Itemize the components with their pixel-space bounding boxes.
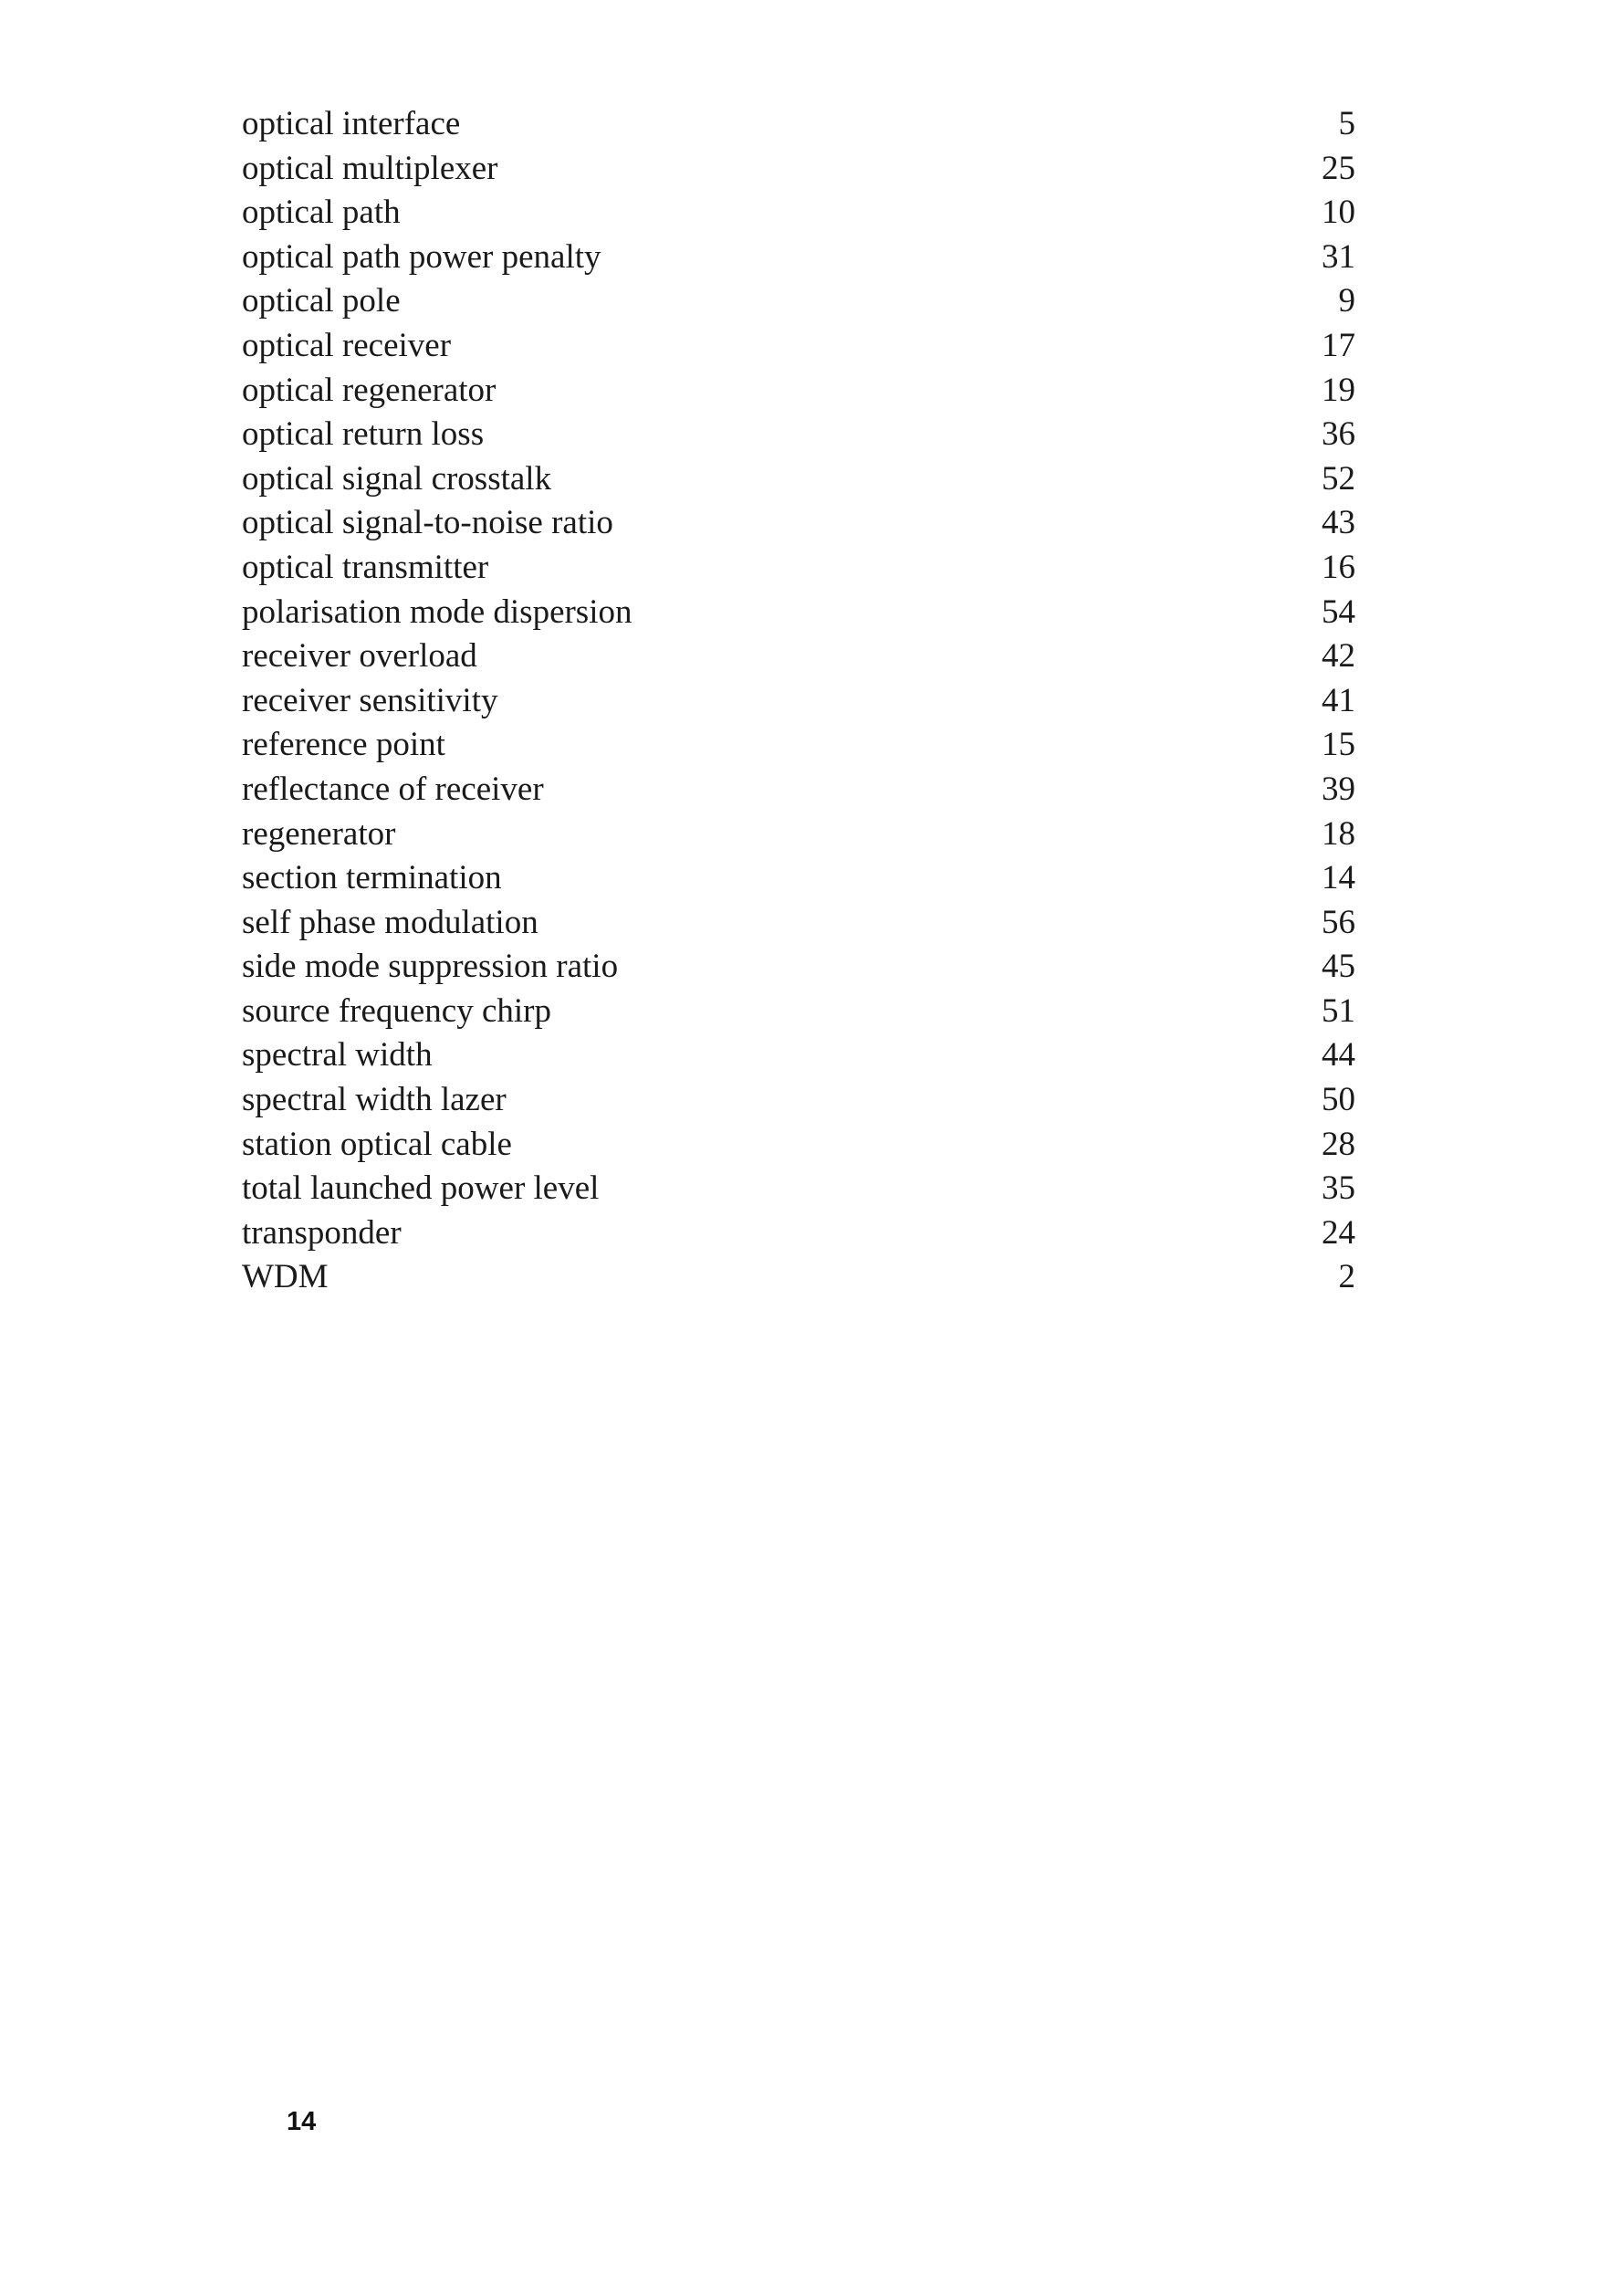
index-term: optical path power penalty xyxy=(242,237,601,276)
index-page-ref: 14 xyxy=(1322,859,1355,897)
index-term: regenerator xyxy=(242,814,396,853)
index-entry xyxy=(242,369,1355,414)
index-entry xyxy=(242,813,1355,857)
index-entry xyxy=(242,634,1355,679)
index-entry xyxy=(242,457,1355,502)
index-term: spectral width lazer xyxy=(242,1081,507,1119)
index-term: optical path xyxy=(242,194,401,232)
index-page-ref: 52 xyxy=(1322,459,1355,498)
index-term: optical signal crosstalk xyxy=(242,459,552,498)
index-entry xyxy=(242,856,1355,901)
index-term: section termination xyxy=(242,859,502,897)
index-term: optical signal-to-noise ratio xyxy=(242,504,613,542)
index-term: optical multiplexer xyxy=(242,149,498,187)
index-term: WDM xyxy=(242,1258,329,1296)
index-term: source frequency chirp xyxy=(242,991,551,1030)
index-page-ref: 25 xyxy=(1322,149,1355,187)
index-entry xyxy=(242,413,1355,457)
index-page-ref: 18 xyxy=(1322,814,1355,853)
index-term: self phase modulation xyxy=(242,903,538,941)
index-page-ref: 56 xyxy=(1322,903,1355,941)
index-term: polarisation mode dispersion xyxy=(242,592,632,631)
index-page-ref: 43 xyxy=(1322,504,1355,542)
index-entry xyxy=(242,1255,1355,1300)
index-entry xyxy=(242,546,1355,591)
index-term: reflectance of receiver xyxy=(242,770,544,808)
index-entry xyxy=(242,591,1355,635)
page-number: 14 xyxy=(287,2107,317,2136)
index-page-ref: 39 xyxy=(1322,770,1355,808)
index-page-ref: 50 xyxy=(1322,1081,1355,1119)
index-page-ref: 44 xyxy=(1322,1036,1355,1075)
index-entry xyxy=(242,679,1355,724)
index-entry xyxy=(242,901,1355,946)
index-entry xyxy=(242,1033,1355,1078)
index-page-ref: 16 xyxy=(1322,548,1355,586)
index-term: optical receiver xyxy=(242,326,452,364)
index-entry xyxy=(242,1078,1355,1123)
index-page-ref: 24 xyxy=(1322,1213,1355,1252)
index-list xyxy=(242,102,1355,1300)
index-term: receiver sensitivity xyxy=(242,681,498,719)
index-page-ref: 2 xyxy=(1338,1258,1355,1296)
index-page-ref: 19 xyxy=(1322,371,1355,409)
index-entry xyxy=(242,723,1355,768)
index-entry xyxy=(242,1211,1355,1256)
index-page-ref: 31 xyxy=(1322,237,1355,276)
index-page-ref: 10 xyxy=(1322,194,1355,232)
index-term: optical interface xyxy=(242,105,461,142)
index-term: total launched power level xyxy=(242,1169,600,1208)
index-entry xyxy=(242,1123,1355,1168)
index-entry xyxy=(242,236,1355,280)
index-page-ref: 45 xyxy=(1322,948,1355,986)
index-term: receiver overload xyxy=(242,637,477,676)
index-entry xyxy=(242,945,1355,990)
index-page-ref: 42 xyxy=(1322,637,1355,676)
index-entry xyxy=(242,768,1355,813)
index-term: transponder xyxy=(242,1213,402,1252)
index-term: optical pole xyxy=(242,282,401,320)
index-term: station optical cable xyxy=(242,1125,512,1163)
index-term: optical transmitter xyxy=(242,548,489,586)
index-term: optical return loss xyxy=(242,415,485,454)
index-entry xyxy=(242,102,1355,147)
index-page-ref: 36 xyxy=(1322,415,1355,454)
index-page-ref: 54 xyxy=(1322,592,1355,631)
index-entry xyxy=(242,501,1355,546)
index-page-ref: 17 xyxy=(1322,326,1355,364)
index-page-ref: 41 xyxy=(1322,681,1355,719)
index-page-ref: 28 xyxy=(1322,1125,1355,1163)
index-page-ref: 15 xyxy=(1322,726,1355,764)
index-entry xyxy=(242,147,1355,192)
index-page-ref: 5 xyxy=(1338,105,1355,142)
index-entry xyxy=(242,279,1355,324)
index-page-ref: 51 xyxy=(1322,991,1355,1030)
index-entry xyxy=(242,990,1355,1034)
index-term: reference point xyxy=(242,726,445,764)
index-entry xyxy=(242,324,1355,369)
index-page-ref: 35 xyxy=(1322,1169,1355,1208)
index-entry xyxy=(242,1167,1355,1211)
index-entry xyxy=(242,191,1355,236)
index-term: optical regenerator xyxy=(242,371,497,409)
index-term: spectral width xyxy=(242,1036,433,1075)
index-page-ref: 9 xyxy=(1338,282,1355,320)
index-term: side mode suppression ratio xyxy=(242,948,619,986)
